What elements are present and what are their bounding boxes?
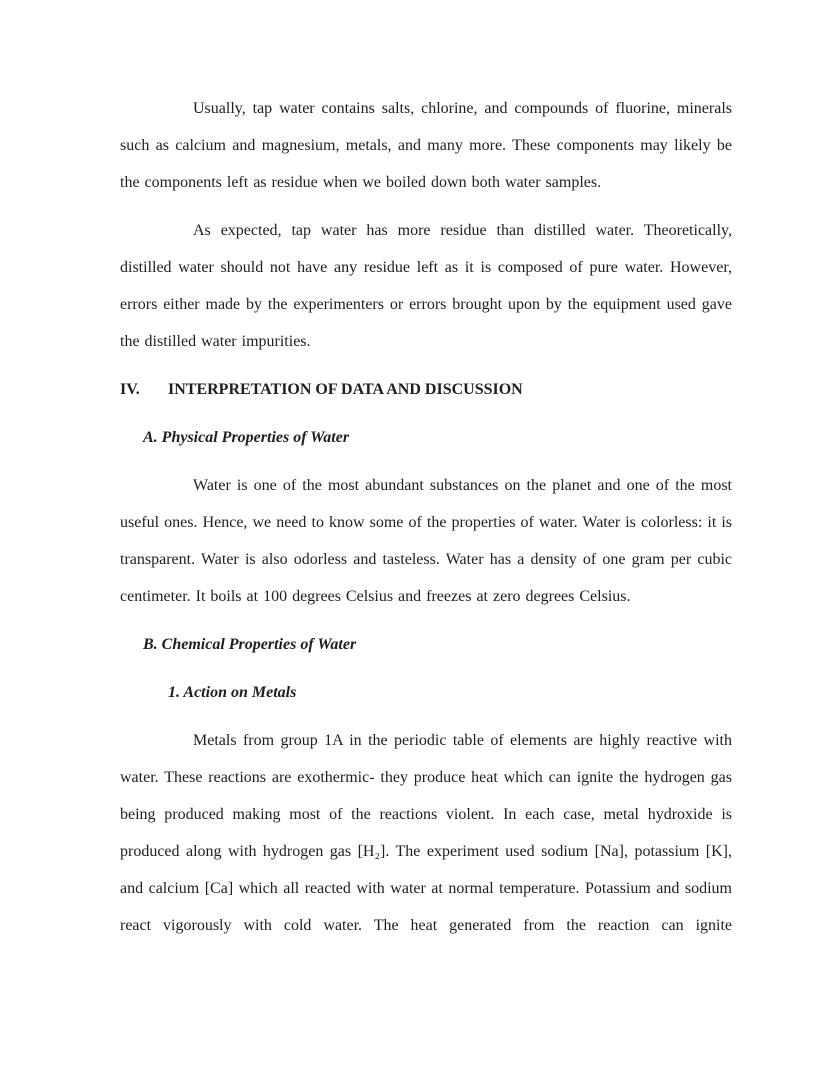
subsection-heading-physical-properties: A. Physical Properties of Water xyxy=(143,429,350,446)
section-title: INTERPRETATION OF DATA AND DISCUSSION xyxy=(168,381,523,398)
paragraph-tap-water-components: Usually, tap water contains salts, chlorine, and compounds of fluorine, minerals such as calcium and magnesium, metals, and many more. These components may likely be the components left as residue when we boiled down both water samples. xyxy=(120,100,732,191)
paragraph-action-on-metals: Metals from group 1A in the periodic table of elements are highly reactive with water. These reactions are exothermic- they produce heat which can ignite the hydrogen gas being produced making most of the reactions violent. In each case, metal hydroxide is produced along with hydrogen gas [H₂]. The experiment used sodium [Na], potassium [K], and calcium [Ca] which all reacted with water at normal temperature. Potassium and sodium react vigorously with cold water. The heat generated from the reaction can ignite xyxy=(120,732,732,934)
subsection-heading-chemical-properties: B. Chemical Properties of Water xyxy=(143,636,357,653)
section-number: IV. xyxy=(120,381,140,398)
paragraph-physical-properties: Water is one of the most abundant substances on the planet and one of the most useful ones. Hence, we need to know some of the properties of water. Water is colorless: it is transparent. Water is also odorless and tasteless. Water has a density of one gram per cubic centimeter. It boils at 100 degrees Celsius and freezes at zero degrees Celsius. xyxy=(120,477,732,605)
subsection-heading-action-on-metals: 1. Action on Metals xyxy=(168,684,297,701)
paragraph-residue-comparison: As expected, tap water has more residue than distilled water. Theoretically, distilled water should not have any residue left as it is composed of pure water. However, errors either made by the experimenters or errors brought upon by the equipment used gave the distilled water impurities. xyxy=(120,222,732,350)
document-content xyxy=(120,90,732,955)
section-heading-interpretation xyxy=(120,371,732,408)
